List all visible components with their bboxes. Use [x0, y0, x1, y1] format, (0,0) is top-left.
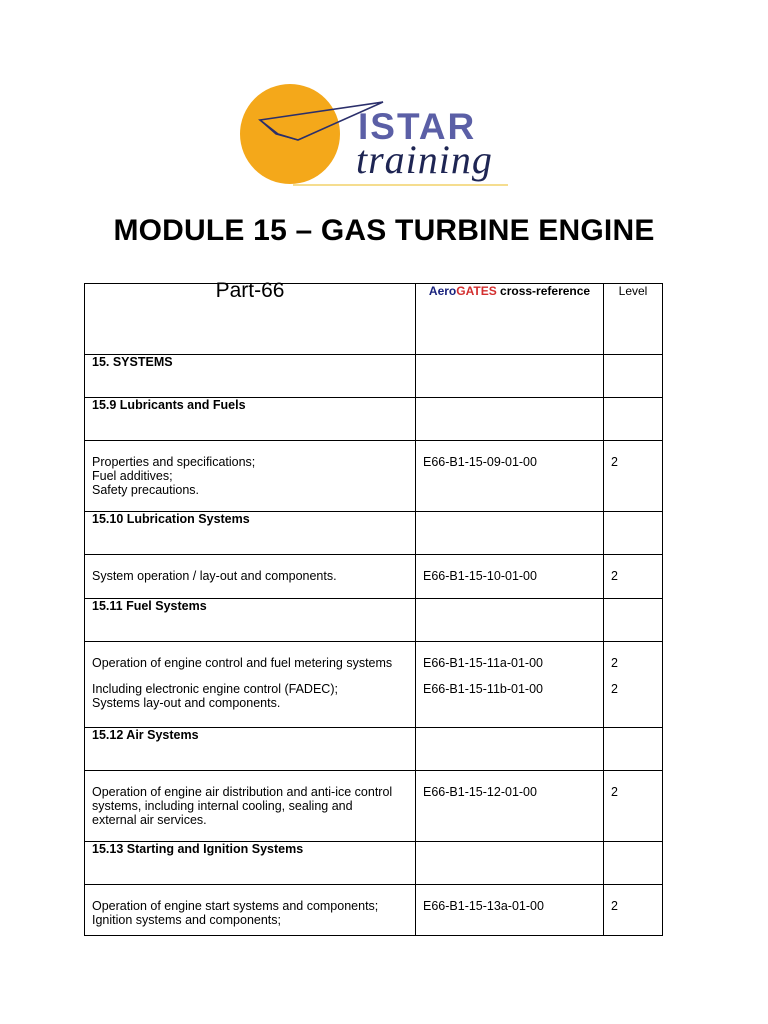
level-cell: 2 — [604, 885, 663, 936]
table-row — [85, 398, 663, 441]
level-cell: 2 — [604, 441, 663, 512]
page-title: MODULE 15 – GAS TURBINE ENGINE — [113, 214, 655, 247]
logo-sun-circle — [240, 84, 340, 184]
topic-line: Operation of engine control and fuel metering systems — [92, 656, 393, 670]
table-row — [85, 771, 663, 842]
header-cross-reference — [416, 284, 604, 355]
topic-cell — [85, 642, 416, 728]
topic-line: Operation of engine air distribution and anti-ice control — [92, 785, 393, 799]
level-cell: 2 — [604, 771, 663, 842]
table-row — [85, 842, 663, 885]
reference-cell — [416, 642, 604, 728]
topic-line: Fuel additives; — [92, 469, 173, 483]
topic-line: systems, including internal cooling, sealing and — [92, 799, 353, 813]
table-row — [85, 728, 663, 771]
header-aero: Aero — [428, 284, 457, 298]
topic-cell — [85, 441, 416, 512]
topic-line: Including electronic engine control (FADEC); — [92, 682, 338, 696]
logo-istar-text: ISTAR — [358, 106, 477, 147]
level-cell — [604, 642, 663, 728]
topic-cell: System operation / lay-out and components. — [85, 555, 416, 599]
topic-line: external air services. — [92, 813, 207, 827]
header-gates: GATES — [456, 284, 497, 298]
table-row — [85, 555, 663, 599]
topic-line: Ignition systems and components; — [92, 913, 281, 927]
topic-cell — [85, 885, 416, 936]
table-header-row — [85, 284, 663, 355]
level-cell: 2 — [604, 555, 663, 599]
reference-code: E66-B1-15-11b-01-00 — [423, 682, 543, 696]
section-title: 15.9 Lubricants and Fuels — [85, 398, 416, 441]
reference-cell: E66-B1-15-10-01-00 — [416, 555, 604, 599]
table-row — [85, 885, 663, 936]
topic-cell — [85, 771, 416, 842]
topic-line: Safety precautions. — [92, 483, 200, 497]
reference-cell: E66-B1-15-09-01-00 — [416, 441, 604, 512]
level-value: 2 — [611, 682, 618, 696]
reference-cell: E66-B1-15-12-01-00 — [416, 771, 604, 842]
section-title: 15. SYSTEMS — [85, 355, 416, 398]
table-row — [85, 512, 663, 555]
reference-code: E66-B1-15-11a-01-00 — [423, 656, 543, 670]
section-title: 15.12 Air Systems — [85, 728, 416, 771]
section-title: 15.11 Fuel Systems — [85, 599, 416, 642]
header-part66: Part-66 — [85, 284, 416, 355]
table-row — [85, 441, 663, 512]
header-level: Level — [604, 284, 663, 355]
section-title: 15.13 Starting and Ignition Systems — [85, 842, 416, 885]
level-value: 2 — [611, 656, 618, 670]
table-row — [85, 642, 663, 728]
reference-cell: E66-B1-15-13a-01-00 — [416, 885, 604, 936]
topic-line: Operation of engine start systems and components; — [92, 899, 379, 913]
topic-line: Systems lay-out and components. — [92, 696, 281, 710]
topic-line: Properties and specifications; — [92, 455, 256, 469]
syllabus-table — [84, 279, 663, 936]
logo-training-text: training — [356, 137, 493, 182]
header-xref-rest: cross-reference — [496, 284, 591, 298]
table-row — [85, 599, 663, 642]
section-title: 15.10 Lubrication Systems — [85, 512, 416, 555]
table-row — [85, 355, 663, 398]
